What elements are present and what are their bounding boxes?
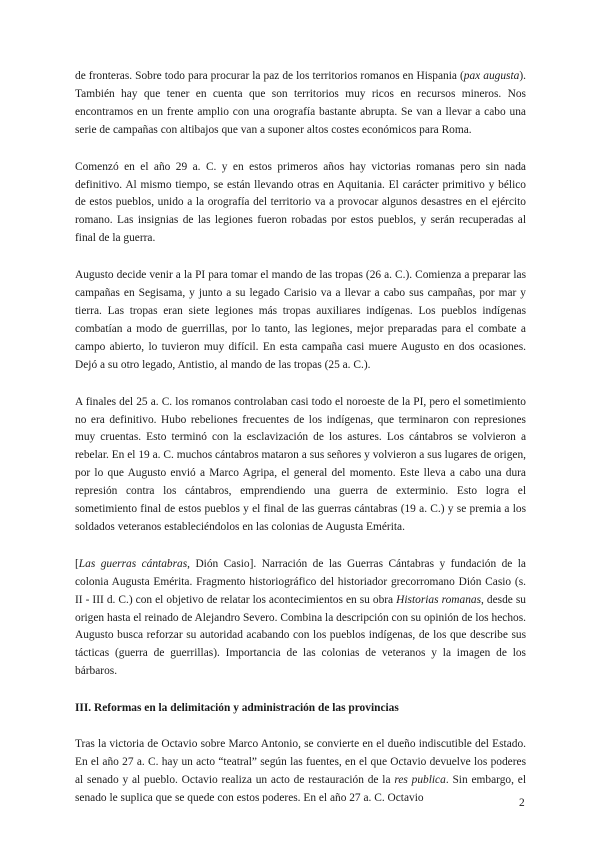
page-number: 2 xyxy=(519,797,525,809)
paragraph-2: Comenzó en el año 29 a. C. y en estos primeros años hay victorias romanas pero sin nada definitivo. Al mismo tiempo, se están llevando otras en Aquitania. El carácter primitivo y bélico de estos pueblos, unido a la orografía del territorio va a provocar algunos desastres en el ejército romano. Las insignias de las legiones fueron robadas por estos pueblos, y serán recuperadas al final de la guerra. xyxy=(75,160,526,245)
paragraph-4: A finales del 25 a. C. los romanos controlaban casi todo el noroeste de la PI, pero el sometimiento no era definitivo. Hubo rebeliones frecuentes de los indígenas, que terminaron con represiones muy cruentas. Esto terminó con la esclavización de los astures. Los cántabros se volvieron a rebelar. En el 19 a. C. muchos cántabros mataron a sus señores y volvieron a sus lugares de origen, por lo que Augusto envió a Marco Agripa, el general del momento. Este lleva a cabo una dura represión contra los cántabros, emprendiendo una guerra de exterminio. Esto logra el sometimiento final de estos pueblos y el final de las guerras cántabras (19 a. C.) y se premia a los soldados veteranos estableciéndolos en las colonias de Augusta Emérita. xyxy=(75,395,526,533)
paragraph-1 xyxy=(75,68,526,140)
paragraph-6-italic-term: res publica xyxy=(394,773,446,786)
paragraph-5-italic-title: Las guerras cántabras xyxy=(78,557,188,570)
paragraph-1-text-b: ). También hay que tener en cuenta que son territorios muy ricos en recursos mineros. Nos encontramos en un frente amplio con una orografía bastante abrupta. Se van a llevar a cabo una serie de campañas con altibajos que van a suponer altos costes económicos para Roma. xyxy=(75,70,526,136)
paragraph-5-italic-work: Historias romanas xyxy=(396,593,482,606)
document-page xyxy=(75,68,526,827)
paragraph-5-text-c: , desde su origen hasta el reinado de Alejandro Severo. Combina la descripción con su opinión de los hechos. Augusto busca reforzar su autoridad acabando con los pueblos indígenas, de los que describe sus tácticas (guerra de guerrillas). Importancia de las colonias de veteranos y la imagen de los bárbaros. xyxy=(75,593,526,678)
paragraph-1-text-a: de fronteras. Sobre todo para procurar la paz de los territorios romanos en Hispania ( xyxy=(75,70,464,82)
paragraph-6-text-b: . Sin embargo, el senado le suplica que se quede con estos poderes. En el año 27 a. C. Octavio xyxy=(75,773,527,804)
paragraph-6-text-a: Tras la victoria de Octavio sobre Marco Antonio, se convierte en el dueño indiscutible del Estado. En el año 27 a. C. hay un acto “teatral” según las fuentes, en el que Octavio devuelve los poderes al senado y al pueblo. Octavio realiza un acto de restauración de la xyxy=(75,738,526,786)
paragraph-5-text-a: [ xyxy=(75,557,79,570)
paragraph-5 xyxy=(75,556,526,681)
paragraph-1-italic-term: pax augusta xyxy=(463,70,520,82)
paragraph-5-text-b: , Dión Casio]. Narración de las Guerras Cántabras y fundación de la colonia Augusta Emérita. Fragmento historiográfico del historiador grecorromano Dión Casio (s. II - III d. C.) con el objetivo de relatar los acontecimientos en su obra xyxy=(75,557,526,606)
paragraph-6 xyxy=(75,736,526,808)
section-heading: III. Reformas en la delimitación y administración de las provincias xyxy=(75,702,399,715)
paragraph-3: Augusto decide venir a la PI para tomar el mando de las tropas (26 a. C.). Comienza a preparar las campañas en Segisama, y junto a su legado Carisio va a llevar a cabo sus campañas, por mar y tierra. Las tropas eran siete legiones más tropas auxiliares indígenas. Los pueblos indígenas combatían a modo de guerrillas, por lo tanto, las legiones, mejor preparadas para el combate a campo abierto, lo tuvieron muy difícil. En esta campaña casi muere Augusto en dos ocasiones. Dejó a su otro legado, Antistio, al mando de las tropas (25 a. C.). xyxy=(75,269,526,371)
